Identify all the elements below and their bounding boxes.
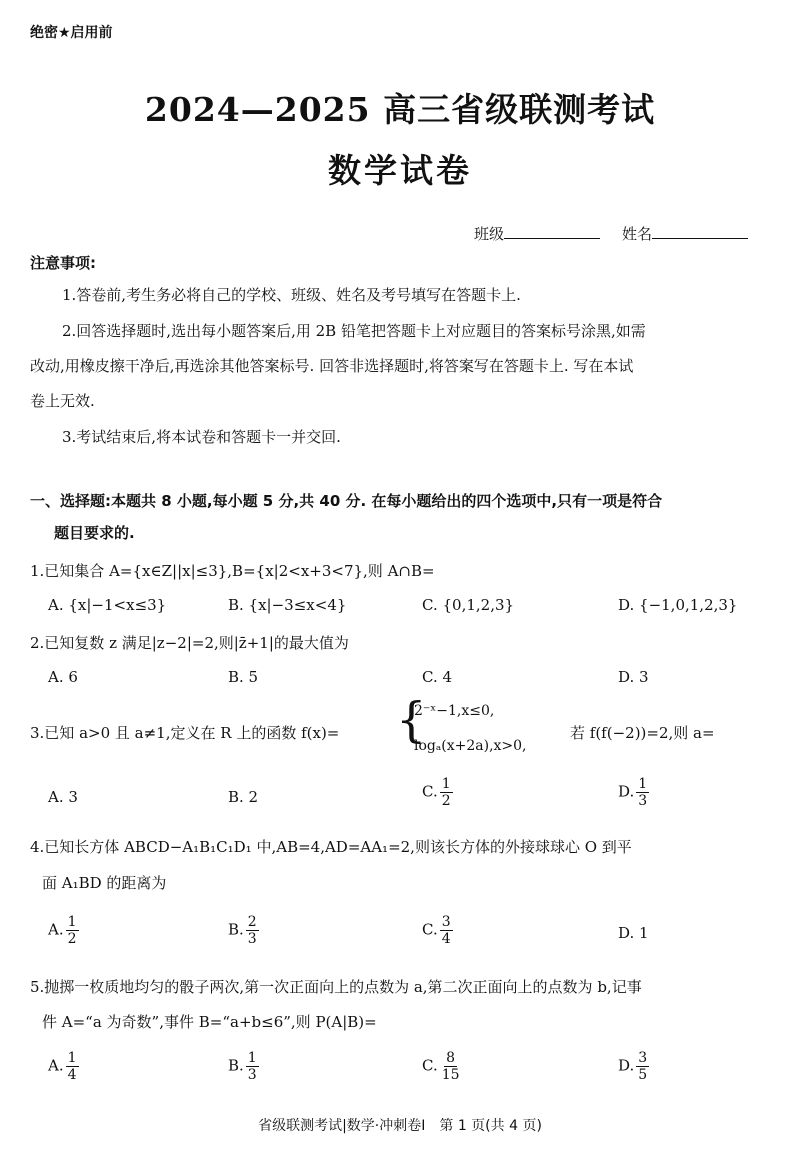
exam-subtitle: 数学试卷 xyxy=(328,151,472,190)
q5-option-a-fraction xyxy=(66,1050,79,1083)
page-footer: 省级联测考试|数学·冲刺卷Ⅰ 第 1 页(共 4 页) xyxy=(258,1118,542,1134)
q3-option-b[interactable]: B. 2 xyxy=(228,788,259,806)
q5-option-d-fraction xyxy=(636,1050,649,1083)
q5-option-b-label: B. xyxy=(228,1056,244,1075)
notice-item-2-line-2: 改动,用橡皮擦干净后,再选涂其他答案标号. 回答非选择题时,将答案写在答题卡上. 写在本试 xyxy=(30,357,634,375)
q4-stem-line-2: 面 A₁BD 的距离为 xyxy=(42,874,167,892)
notice-item-2-line-1: 2.回答选择题时,选出每小题答案后,用 2B 铅笔把答题卡上对应题目的答案标号涂黑,如需 xyxy=(62,322,646,340)
q3-option-d-label: D. xyxy=(618,782,635,801)
numerator: 3 xyxy=(638,1050,648,1066)
denominator: 2 xyxy=(67,931,77,947)
notice-item-3: 3.考试结束后,将本试卷和答题卡一并交回. xyxy=(62,428,341,446)
numerator: 1 xyxy=(441,776,451,792)
q3-stem-pre: 3.已知 a>0 且 a≠1,定义在 R 上的函数 f(x)= xyxy=(30,724,340,742)
name-blank[interactable] xyxy=(652,224,748,239)
q5-option-b[interactable] xyxy=(228,1050,259,1083)
q4-option-c-label: C. xyxy=(422,920,438,939)
q4-option-c-fraction xyxy=(440,914,453,947)
exam-title: 2024—2025 高三省级联测考试 xyxy=(144,90,656,129)
q3-option-a[interactable]: A. 3 xyxy=(48,788,78,806)
notice-item-2-line-3: 卷上无效. xyxy=(30,392,95,410)
q3-piecewise-brace: { xyxy=(396,692,427,748)
q2-option-a[interactable]: A. 6 xyxy=(48,668,78,686)
q4-option-c[interactable] xyxy=(422,914,453,947)
q4-option-b-fraction xyxy=(246,914,259,947)
section-heading-line-1: 一、选择题:本题共 8 小题,每小题 5 分,共 40 分. 在每小题给出的四个选项中,只有一项是符合 xyxy=(30,492,663,510)
q4-option-b[interactable] xyxy=(228,914,259,947)
section-heading-line-2: 题目要求的. xyxy=(54,524,135,542)
q5-option-c-fraction xyxy=(440,1050,462,1083)
q1-option-d[interactable]: D. {−1,0,1,2,3} xyxy=(618,596,738,614)
denominator: 5 xyxy=(638,1067,648,1083)
q1-option-b[interactable]: B. {x|−3≤x<4} xyxy=(228,596,347,614)
q3-option-d-fraction xyxy=(636,776,649,809)
notice-heading: 注意事项: xyxy=(30,254,96,272)
denominator: 4 xyxy=(441,931,451,947)
notice-item-1: 1.答卷前,考生务必将自己的学校、班级、姓名及考号填写在答题卡上. xyxy=(62,286,521,304)
q3-option-d[interactable] xyxy=(618,776,649,809)
q4-stem-line-1: 4.已知长方体 ABCD−A₁B₁C₁D₁ 中,AB=4,AD=AA₁=2,则该长方体的外接球球心 O 到平 xyxy=(30,838,632,856)
confidential-mark: 绝密★启用前 xyxy=(30,25,113,41)
q5-option-a[interactable] xyxy=(48,1050,79,1083)
q1-option-c[interactable]: C. {0,1,2,3} xyxy=(422,596,515,614)
q4-option-a-label: A. xyxy=(48,920,64,939)
q3-option-c-label: C. xyxy=(422,782,438,801)
class-field[interactable] xyxy=(474,223,600,244)
denominator: 3 xyxy=(638,793,648,809)
denominator: 3 xyxy=(247,931,257,947)
q3-stem-post: 若 f(f(−2))=2,则 a= xyxy=(570,724,715,742)
denominator: 4 xyxy=(67,1067,77,1083)
q1-stem: 1.已知集合 A={x∈Z||x|≤3},B={x|2<x+3<7},则 A∩B= xyxy=(30,562,435,580)
q5-option-c[interactable] xyxy=(422,1050,462,1083)
class-blank[interactable] xyxy=(504,224,600,239)
numerator: 1 xyxy=(247,1050,257,1066)
name-label: 姓名 xyxy=(622,225,653,243)
name-field[interactable] xyxy=(622,223,748,244)
q3-option-c[interactable] xyxy=(422,776,453,809)
q5-option-a-label: A. xyxy=(48,1056,64,1075)
denominator: 2 xyxy=(441,793,451,809)
q4-option-b-label: B. xyxy=(228,920,244,939)
q2-option-d[interactable]: D. 3 xyxy=(618,668,649,686)
numerator: 2 xyxy=(247,914,257,930)
q5-option-d-label: D. xyxy=(618,1056,635,1075)
numerator: 1 xyxy=(67,1050,77,1066)
numerator: 3 xyxy=(441,914,451,930)
q5-stem-line-1: 5.抛掷一枚质地均匀的骰子两次,第一次正面向上的点数为 a,第二次正面向上的点数为 b,记事 xyxy=(30,978,642,996)
q5-option-d[interactable] xyxy=(618,1050,649,1083)
q3-case-1: 2⁻ˣ−1,x≤0, xyxy=(414,703,495,719)
q3-option-c-fraction xyxy=(440,776,453,809)
q5-option-c-label: C. xyxy=(422,1056,438,1075)
q5-option-b-fraction xyxy=(246,1050,259,1083)
q3-case-2: logₐ(x+2a),x>0, xyxy=(414,738,527,754)
denominator: 15 xyxy=(441,1067,460,1083)
q4-option-a-fraction xyxy=(66,914,79,947)
numerator: 1 xyxy=(638,776,648,792)
class-label: 班级 xyxy=(474,225,505,243)
q4-option-d[interactable]: D. 1 xyxy=(618,924,649,942)
numerator: 1 xyxy=(67,914,77,930)
q2-option-c[interactable]: C. 4 xyxy=(422,668,453,686)
q2-option-b[interactable]: B. 5 xyxy=(228,668,259,686)
q2-stem: 2.已知复数 z 满足|z−2|=2,则|z̄+1|的最大值为 xyxy=(30,634,349,652)
numerator: 8 xyxy=(446,1050,456,1066)
denominator: 3 xyxy=(247,1067,257,1083)
q5-stem-line-2: 件 A=“a 为奇数”,事件 B=“a+b≤6”,则 P(A|B)= xyxy=(42,1013,377,1031)
q4-option-a[interactable] xyxy=(48,914,79,947)
q1-option-a[interactable]: A. {x|−1<x≤3} xyxy=(48,596,167,614)
